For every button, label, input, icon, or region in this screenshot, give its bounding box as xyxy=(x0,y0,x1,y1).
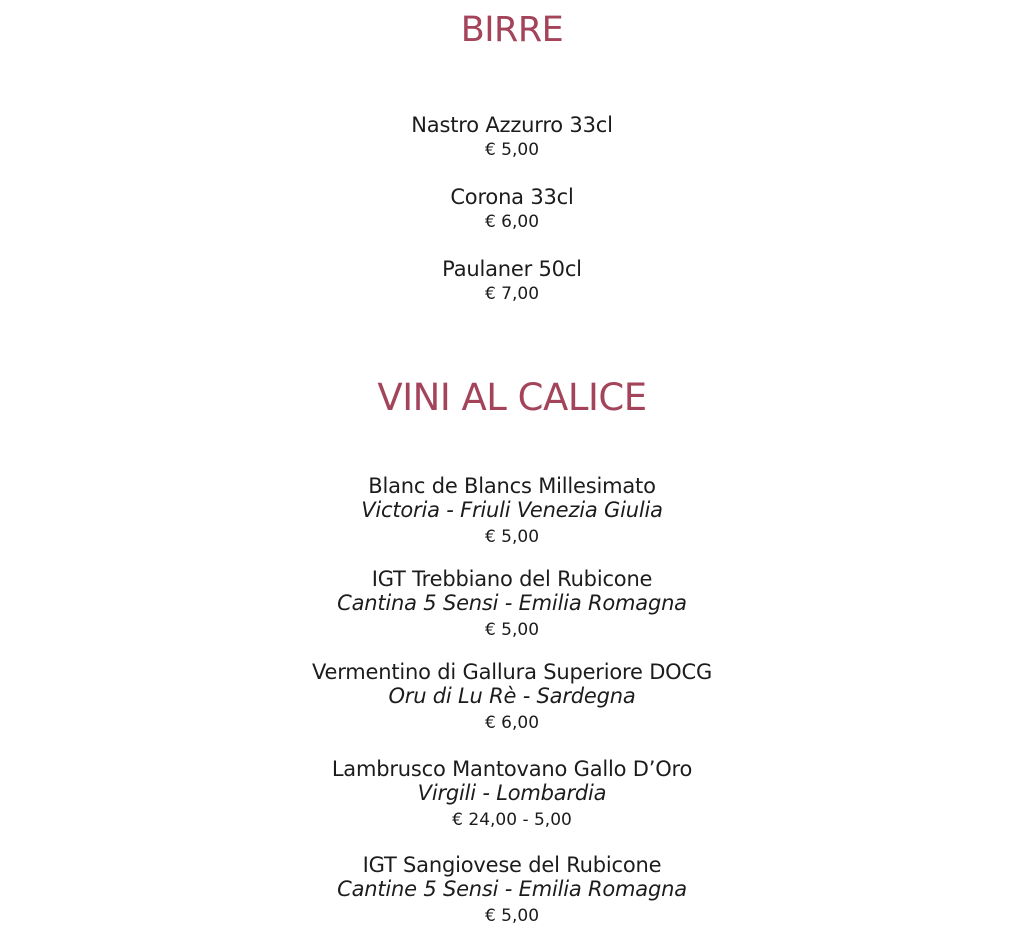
item-name: Vermentino di Gallura Superiore DOCG xyxy=(311,660,713,684)
section-title-birre: BIRRE xyxy=(460,10,564,50)
section-title-vini-al-calice: VINI AL CALICE xyxy=(377,376,647,419)
menu-item-wine xyxy=(0,660,1024,733)
item-origin: Virgili - Lombardia xyxy=(417,781,607,805)
item-name: Blanc de Blancs Millesimato xyxy=(368,474,656,498)
item-origin: Victoria - Friuli Venezia Giulia xyxy=(361,498,663,522)
item-name: IGT Trebbiano del Rubicone xyxy=(371,567,653,591)
item-price: € 5,00 xyxy=(484,140,540,160)
item-price: € 24,00 - 5,00 xyxy=(452,810,572,830)
item-price: € 6,00 xyxy=(484,212,540,232)
item-price: € 5,00 xyxy=(484,620,540,640)
menu-item-wine xyxy=(0,567,1024,640)
item-name: Nastro Azzurro 33cl xyxy=(411,113,613,137)
item-origin: Oru di Lu Rè - Sardegna xyxy=(388,684,636,708)
item-price: € 7,00 xyxy=(484,284,540,304)
menu-item-wine xyxy=(0,757,1024,830)
item-price: € 5,00 xyxy=(484,527,540,547)
item-price: € 5,00 xyxy=(484,906,540,926)
menu-item-beer xyxy=(0,113,1024,160)
item-origin: Cantine 5 Sensi - Emilia Romagna xyxy=(337,877,687,901)
item-name: Corona 33cl xyxy=(450,185,574,209)
item-origin: Cantina 5 Sensi - Emilia Romagna xyxy=(337,591,687,615)
item-name: Paulaner 50cl xyxy=(442,257,582,281)
item-name: Lambrusco Mantovano Gallo D’Oro xyxy=(331,757,693,781)
menu-item-wine xyxy=(0,853,1024,926)
menu-item-beer xyxy=(0,257,1024,304)
item-price: € 6,00 xyxy=(484,713,540,733)
item-name: IGT Sangiovese del Rubicone xyxy=(362,853,662,877)
menu-item-wine xyxy=(0,474,1024,547)
menu-item-beer xyxy=(0,185,1024,232)
